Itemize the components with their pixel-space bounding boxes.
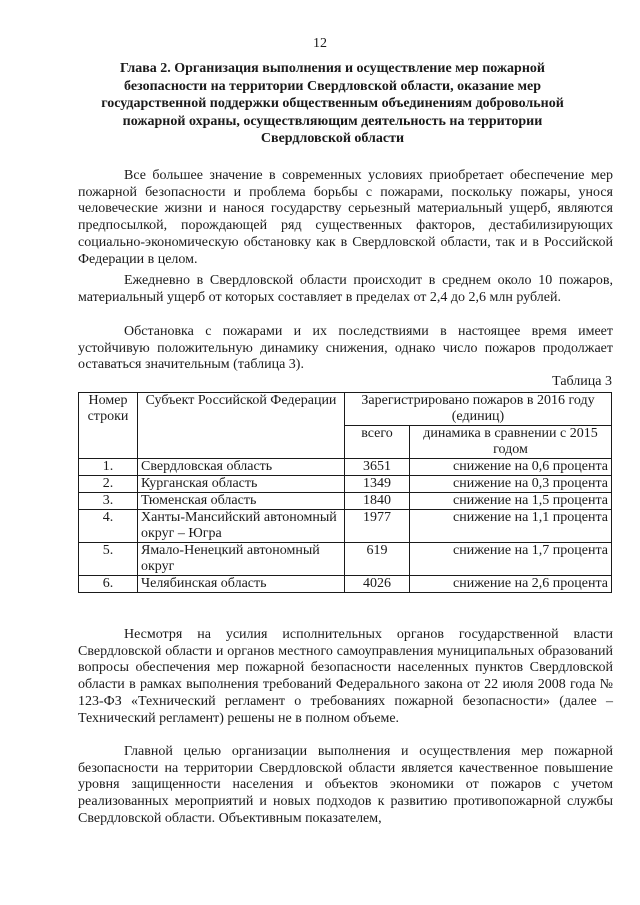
row-number: 4. (79, 510, 138, 543)
row-total: 1349 (345, 476, 410, 493)
fires-table (78, 392, 612, 593)
row-number: 3. (79, 493, 138, 510)
header-dynamics: динамика в сравнении с 2015 годом (410, 426, 612, 459)
paragraph-1: Все большее значение в современных условиях приобретает обеспечение мер пожарной безопасности и проблема борьбы с пожарами, поскольку пожары, унося человеческие жизни и нанося государству серьезный материальный ущерб, являются предпосылкой, порождающей ряд существенных факторов, дестабилизирующих социально-экономическую обстановку как в Свердловской области, так и в Российской Федерации в целом. (78, 168, 613, 267)
table-row (79, 576, 612, 593)
header-subject: Субъект Российской Федерации (138, 393, 345, 459)
table-caption: Таблица 3 (552, 374, 612, 389)
row-total: 4026 (345, 576, 410, 593)
row-total: 619 (345, 543, 410, 576)
row-dynamics: снижение на 2,6 процента (410, 576, 612, 593)
header-total: всего (345, 426, 410, 459)
row-subject: Свердловская область (138, 459, 345, 476)
page-number: 12 (313, 36, 327, 51)
row-dynamics: снижение на 1,7 процента (410, 543, 612, 576)
chapter-heading: Глава 2. Организация выполнения и осуществление мер пожарной безопасности на территории Свердловской области, оказание мер государственной поддержки общественным объединениям добровольной пожарной охраны, осуществляющим деятельность на территории Свердловской области (101, 61, 564, 146)
header-row-number: Номер строки (79, 393, 138, 459)
paragraph-5: Главной целью организации выполнения и осуществления мер пожарной безопасности на территории Свердловской области является качественное повышение уровня защищенности населения и объектов экономики от пожаров с учетом реализованных мероприятий и новых подходов к развитию противопожарной службы Свердловской области. Объективным показателем, (78, 744, 613, 826)
row-dynamics: снижение на 1,5 процента (410, 493, 612, 510)
paragraph-2: Ежедневно в Свердловской области происходит в среднем около 10 пожаров, материальный ущерб от которых составляет в пределах от 2,4 до 2,6 млн рублей. (78, 273, 613, 305)
row-subject: Челябинская область (138, 576, 345, 593)
row-dynamics: снижение на 1,1 процента (410, 510, 612, 543)
row-number: 1. (79, 459, 138, 476)
table-row (79, 476, 612, 493)
row-dynamics: снижение на 0,3 процента (410, 476, 612, 493)
table-row (79, 493, 612, 510)
paragraph-3: Обстановка с пожарами и их последствиями в настоящее время имеет устойчивую положительную динамику снижения, однако число пожаров продолжает оставаться значительным (таблица 3). (78, 324, 613, 373)
table-row (79, 459, 612, 476)
row-total: 1840 (345, 493, 410, 510)
row-subject: Ханты-Мансийский автономный округ – Югра (138, 510, 345, 543)
header-registered: Зарегистрировано пожаров в 2016 году (единиц) (345, 393, 612, 426)
paragraph-4: Несмотря на усилия исполнительных органов государственной власти Свердловской области и органов местного самоуправления муниципальных образований вопросы обеспечения мер пожарной безопасности населенных пунктов Свердловской области в рамках выполнения требований Федерального закона от 22 июля 2008 года № 123-ФЗ «Технический регламент о требованиях пожарной безопасности» (далее – Технический регламент) решены не в полном объеме. (78, 627, 613, 726)
row-subject: Курганская область (138, 476, 345, 493)
row-dynamics: снижение на 0,6 процента (410, 459, 612, 476)
row-number: 2. (79, 476, 138, 493)
row-number: 6. (79, 576, 138, 593)
row-subject: Ямало-Ненецкий автономный округ (138, 543, 345, 576)
row-total: 3651 (345, 459, 410, 476)
table-row (79, 543, 612, 576)
row-total: 1977 (345, 510, 410, 543)
row-subject: Тюменская область (138, 493, 345, 510)
table-row (79, 510, 612, 543)
row-number: 5. (79, 543, 138, 576)
